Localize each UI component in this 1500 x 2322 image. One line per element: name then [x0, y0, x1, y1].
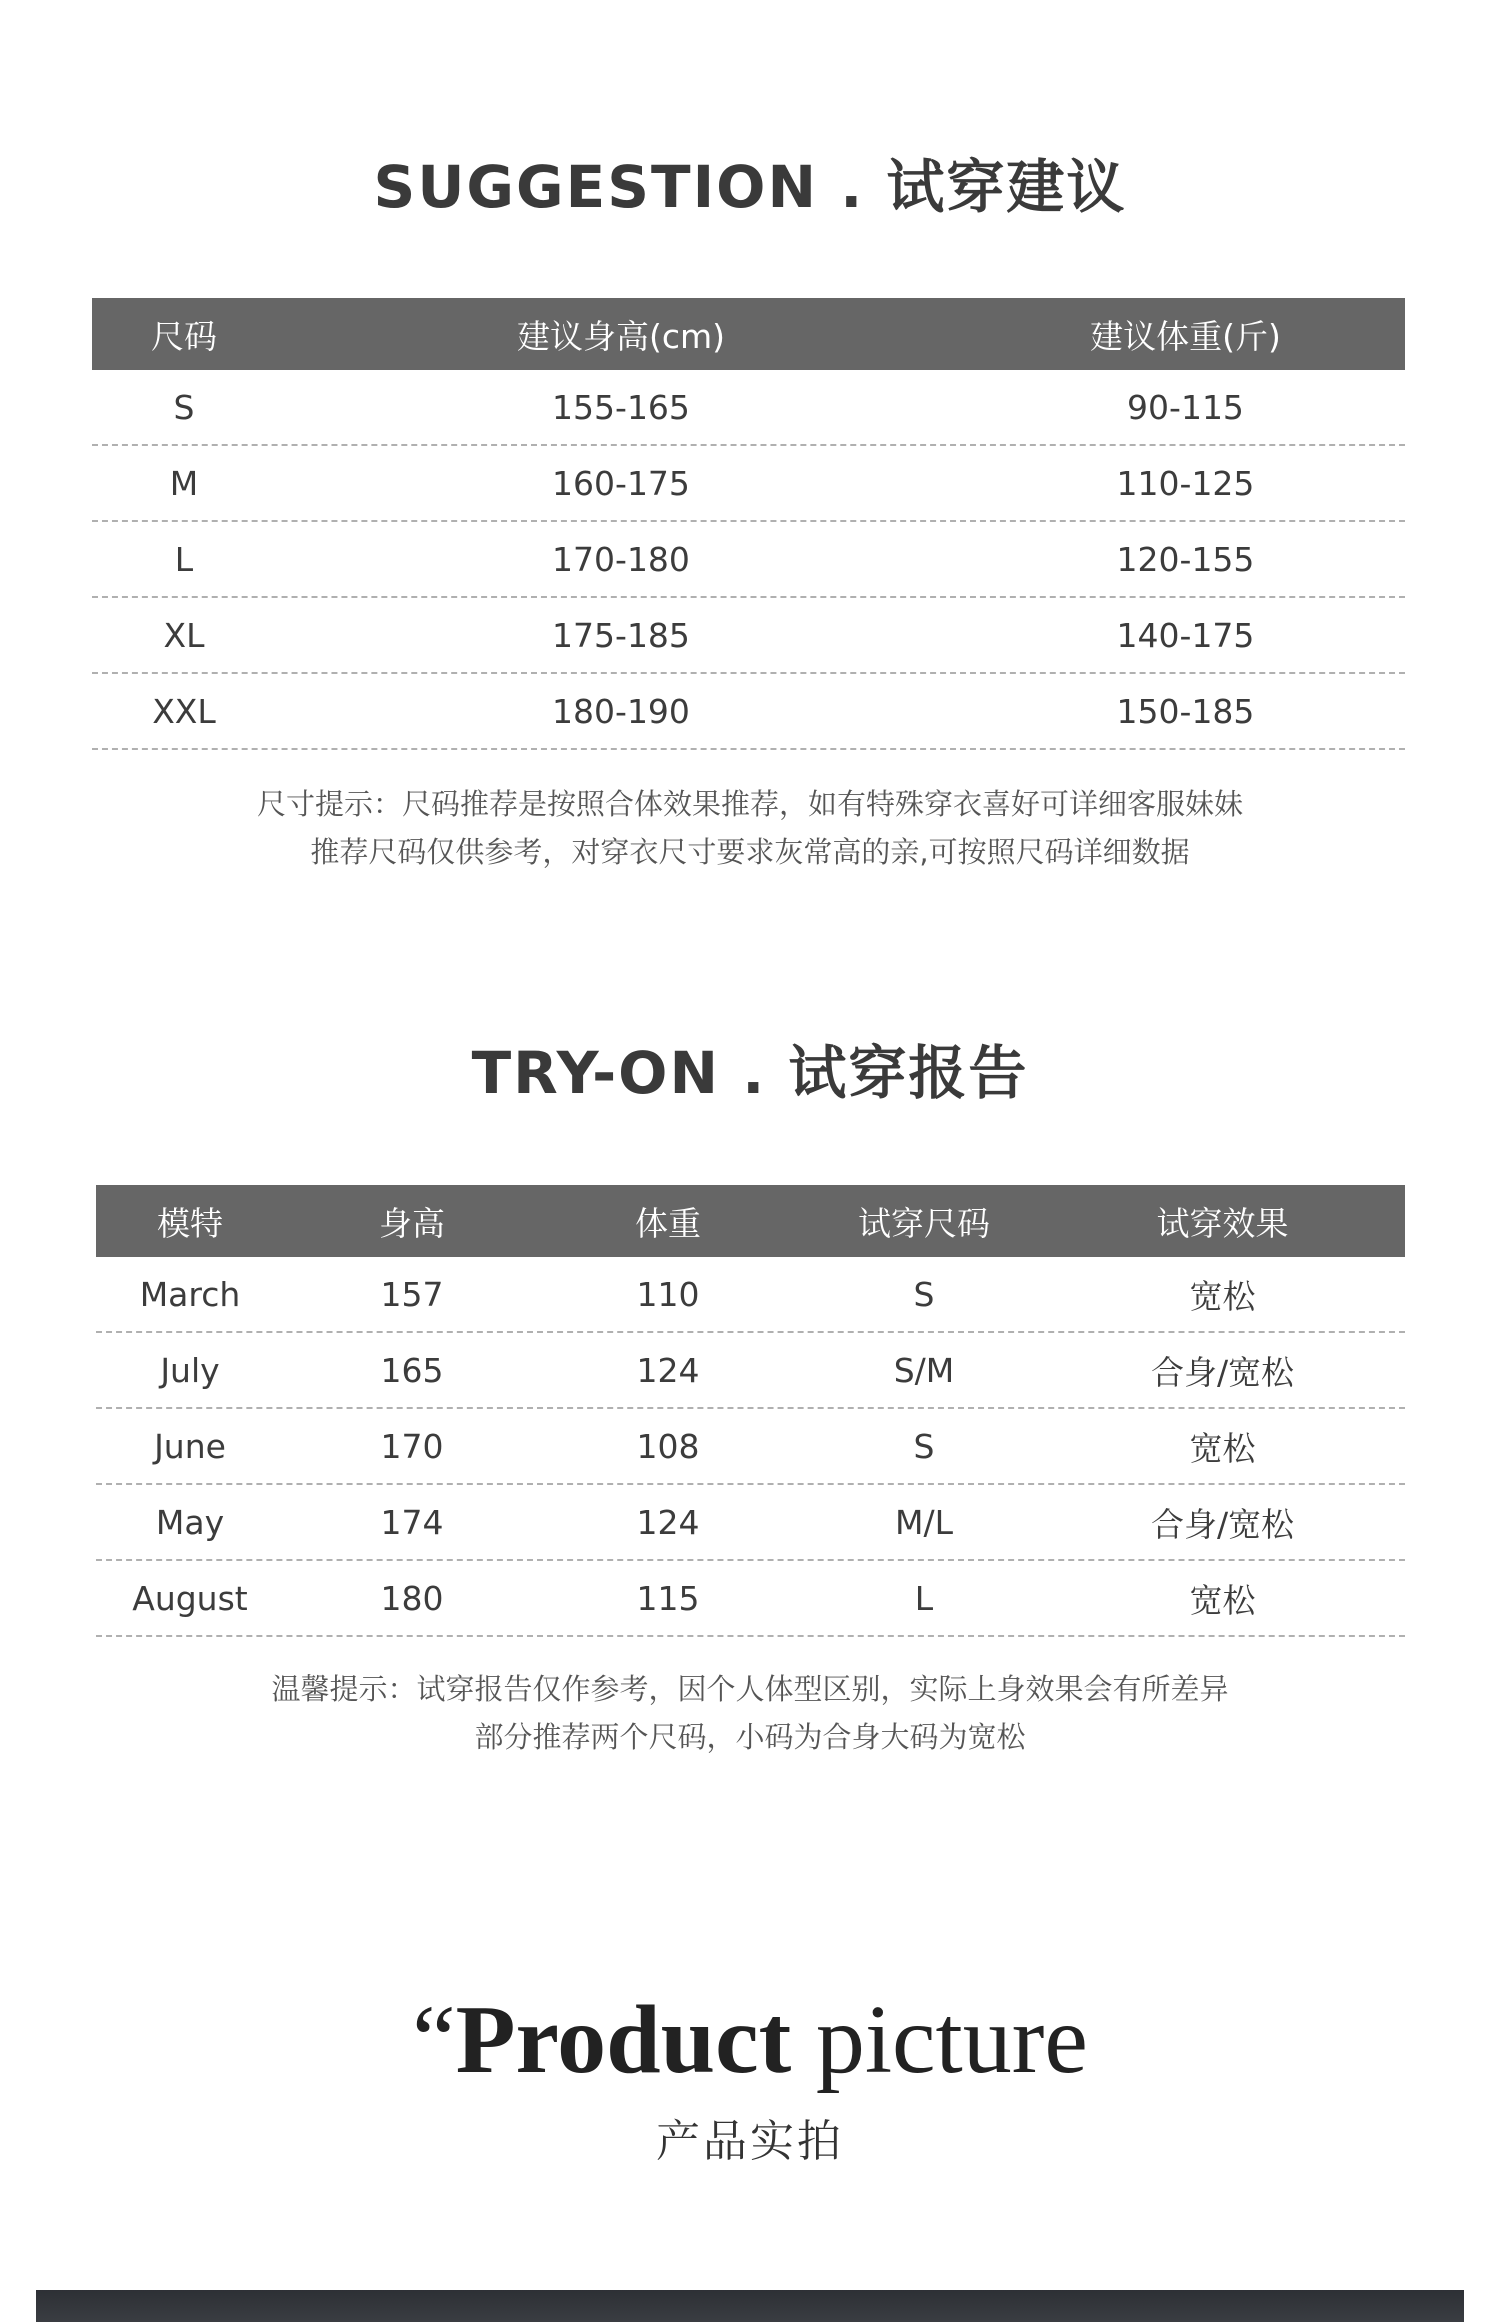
size-cell: XL: [163, 615, 205, 655]
table-row: [96, 1485, 1405, 1561]
fit-cell: 宽松: [1189, 1276, 1256, 1316]
size-suggestion-table: [92, 298, 1405, 750]
height-cell: 165: [380, 1350, 444, 1390]
table-row: [96, 1333, 1405, 1409]
model-cell: March: [139, 1274, 241, 1314]
tryon-tip-note: [0, 1665, 1500, 1761]
table-row: [92, 674, 1405, 750]
weight-cell: 110: [636, 1274, 700, 1314]
header-model: 模特: [157, 1203, 223, 1243]
tryon-report-table: [96, 1185, 1405, 1637]
header-weight: 体重: [635, 1203, 701, 1243]
model-cell: August: [132, 1578, 248, 1618]
table-row: [92, 522, 1405, 598]
weight-cell: 108: [636, 1426, 700, 1466]
table-row: [92, 598, 1405, 674]
tryon-title: TRY-ON . 试穿报告: [471, 1039, 1029, 1107]
model-cell: July: [160, 1350, 220, 1390]
tryon-tip-line-2: 部分推荐两个尺码，小码为合身大码为宽松: [474, 1720, 1026, 1754]
product-picture-heading: [0, 1985, 1500, 2095]
product-picture-subtitle: 产品实拍: [656, 2116, 844, 2167]
weight-cell: 140-175: [1116, 615, 1255, 655]
fit-cell: 合身/宽松: [1150, 1504, 1295, 1544]
weight-cell: 90-115: [1127, 387, 1244, 427]
size-cell: L: [174, 539, 194, 579]
height-cell: 174: [380, 1502, 444, 1542]
fit-cell: 合身/宽松: [1150, 1352, 1295, 1392]
size-tip-line-1: 尺寸提示：尺码推荐是按照合体效果推荐，如有特殊穿衣喜好可详细客服妹妹: [256, 787, 1243, 821]
size-cell: S/M: [893, 1350, 955, 1390]
header-height: 建议身高(cm): [516, 316, 726, 356]
weight-cell: 120-155: [1116, 539, 1255, 579]
table-header: [92, 298, 1405, 370]
header-fit-effect: 试穿效果: [1156, 1203, 1289, 1243]
height-cell: 180: [380, 1578, 444, 1618]
header-tried-size: 试穿尺码: [858, 1203, 990, 1243]
product-title-light: picture: [791, 1986, 1088, 2094]
size-tip-note: [0, 780, 1500, 876]
table-row: [92, 446, 1405, 522]
header-height: 身高: [379, 1203, 445, 1243]
height-cell: 175-185: [552, 615, 690, 655]
size-cell: M/L: [895, 1502, 953, 1542]
weight-cell: 110-125: [1116, 463, 1255, 503]
weight-cell: 150-185: [1116, 691, 1255, 731]
table-row: [92, 370, 1405, 446]
header-weight: 建议体重(斤): [1090, 316, 1281, 356]
size-tip-line-2: 推荐尺码仅供参考，对穿衣尺寸要求灰常高的亲,可按照尺码详细数据: [310, 835, 1190, 869]
tryon-tip-line-1: 温馨提示：试穿报告仅作参考，因个人体型区别，实际上身效果会有所差异: [271, 1672, 1229, 1706]
weight-cell: 124: [636, 1502, 700, 1542]
height-cell: 170: [380, 1426, 444, 1466]
model-cell: May: [155, 1502, 225, 1542]
suggestion-title: SUGGESTION . 试穿建议: [373, 153, 1127, 221]
table-row: [96, 1409, 1405, 1485]
size-cell: M: [169, 463, 199, 503]
size-cell: XXL: [152, 691, 216, 731]
size-cell: S: [913, 1274, 935, 1314]
size-cell: L: [914, 1578, 934, 1618]
height-cell: 155-165: [552, 387, 690, 427]
quote-mark: “: [412, 1986, 456, 2094]
table-header: [96, 1185, 1405, 1257]
height-cell: 180-190: [552, 691, 690, 731]
table-row: [96, 1561, 1405, 1637]
weight-cell: 124: [636, 1350, 700, 1390]
product-photo: [36, 2290, 1464, 2322]
weight-cell: 115: [636, 1578, 700, 1618]
header-size: 尺码: [151, 316, 217, 356]
table-row: [96, 1257, 1405, 1333]
fit-cell: 宽松: [1189, 1580, 1256, 1620]
size-cell: S: [173, 387, 195, 427]
product-title-bold: Product: [455, 1986, 792, 2094]
size-cell: S: [913, 1426, 935, 1466]
height-cell: 157: [380, 1274, 444, 1314]
model-cell: June: [154, 1426, 226, 1466]
fit-cell: 宽松: [1189, 1428, 1256, 1468]
height-cell: 160-175: [552, 463, 690, 503]
height-cell: 170-180: [552, 539, 690, 579]
